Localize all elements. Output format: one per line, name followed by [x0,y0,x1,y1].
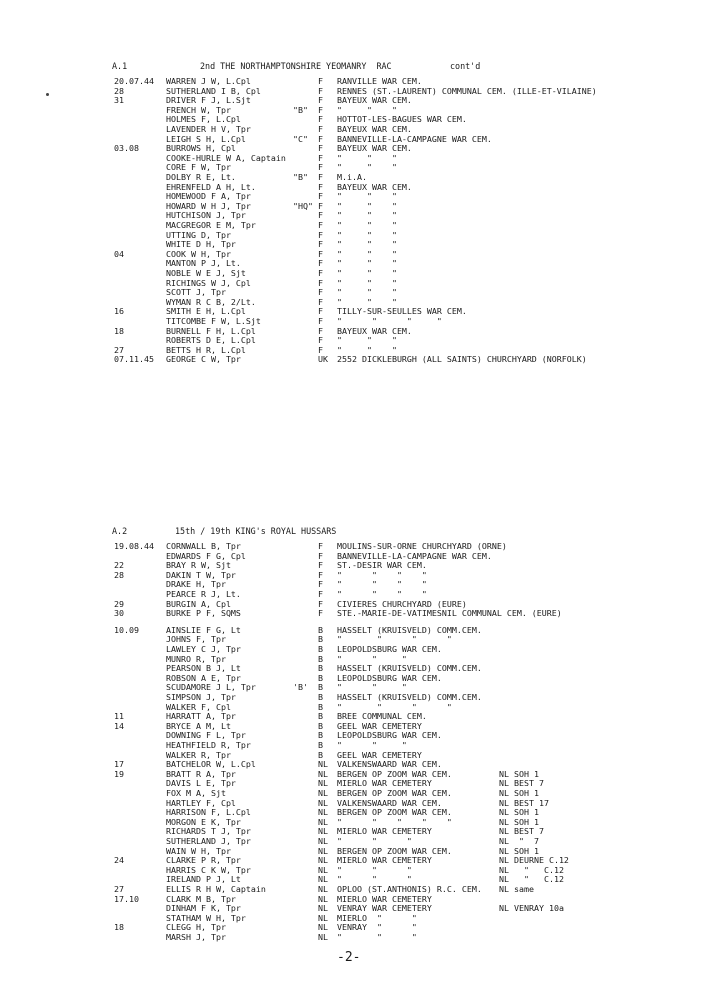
cell-nat: NL [318,912,328,923]
cell-nat: F [318,162,323,173]
cell-date: 19.08.44 [114,541,154,551]
cell-nat: NL [318,864,328,875]
cell-date: 27 [114,884,124,894]
cell-cem: BERGEN OP ZOOM WAR CEM. [337,845,452,856]
cell-date: 07.11.45 [114,354,154,365]
cell-date: 18 [114,325,124,336]
cell-nat: NL [318,778,328,789]
cell-cem: " " " [337,152,397,163]
cell-name: DINHAM F K, Tpr [166,903,241,914]
cell-date: 19 [114,768,124,779]
cell-cem: VENRAY WAR CEMETERY [337,903,432,914]
cell-nat: F [318,200,323,211]
cell-nat: NL [318,816,328,827]
cell-nat: B [318,653,323,664]
cell-cem: " " " " [337,579,427,590]
cell-cem: " " " " [337,569,427,580]
section-title: 15th / 19th KING's ROYAL HUSSARS [175,526,337,536]
cell-cem: " " " [337,220,397,230]
cell-date: 03.08 [114,143,139,154]
cell-cem: " " " [337,344,397,355]
cell-cem: CIVIERES CHURCHYARD (EURE) [337,598,467,609]
cell-nat: NL [318,826,328,837]
cell-name: HARTLEY F, Cpl [166,797,236,808]
cell-name: ELLIS R H W, Captain [166,884,266,894]
cell-name: BRYCE A M, Lt [166,720,231,731]
cell-nat: NL [318,759,328,770]
cell-date: 11 [114,711,124,722]
cell-name: HARRIS C K W, Tpr [166,864,251,875]
cell-nat: F [318,133,323,144]
cell-name: RICHINGS W J, Cpl [166,277,251,288]
cell-nat: F [318,560,323,571]
cell-cem: HASSELT (KRUISVELD) COMM.CEM. [337,692,482,702]
cell-nat: NL [318,845,328,856]
cell-nat: F [318,277,323,288]
cell-nat: NL [318,807,328,818]
cell-name: DOWNING F L, Tpr [166,730,246,741]
cell-ref: NL SOH 1 [499,816,539,827]
cell-cem: " " " [337,162,397,173]
cell-name: DRAKE H, Tpr [166,579,226,590]
cell-cem: RANVILLE WAR CEM. [337,76,422,86]
cell-cem: MIERLO WAR CEMETERY [337,778,432,789]
cell-nat: F [318,589,323,599]
cell-name: CORE F W, Tpr [166,162,231,173]
cell-ref: NL VENRAY 10a [499,903,564,914]
cell-nat: B [318,624,323,635]
cell-nat: F [318,76,323,86]
cell-name: CLEGG H, Tpr [166,922,226,933]
cell-sqn: 'B' [293,682,308,693]
cell-cem: " " " [337,191,397,202]
cell-ref: NL SOH 1 [499,845,539,856]
cell-name: BRATT R A, Tpr [166,768,236,779]
cell-nat: B [318,644,323,654]
cell-ref: NL SOH 1 [499,768,539,779]
cell-nat: F [318,85,323,96]
cell-name: BURNELL F H, L.Cpl [166,325,256,336]
section-title: 2nd THE NORTHAMPTONSHIRE YEOMANRY RAC [200,61,392,71]
cell-nat: NL [318,768,328,779]
cell-cem: LEOPOLDSBURG WAR CEM. [337,730,442,741]
cell-cem: " " " [337,836,412,846]
cell-cem: " " " [337,268,397,278]
cell-name: MANTON P J, Lt. [166,258,241,269]
cell-cem: " " " [337,653,407,664]
table-row [0,609,707,619]
page-number: -2- [337,950,361,965]
cell-ref: NL SOH 1 [499,807,539,818]
cell-cem: " " " [337,932,417,942]
cell-name: EDWARDS F G, Cpl [166,550,246,561]
cell-nat: B [318,634,323,645]
cell-cem: " " " [337,682,407,693]
cell-name: WAIN W H, Tpr [166,845,231,856]
cell-name: BURKE P F, SQMS [166,608,241,619]
cell-cem: " " " " [337,316,442,326]
cell-ref: NL SOH 1 [499,788,539,798]
cell-ref: NL " C.12 [499,874,564,885]
cell-nat: B [318,701,323,712]
cell-name: WALKER F, Cpl [166,701,231,712]
cell-name: HARRISON F, L.Cpl [166,807,251,818]
cell-name: LAWLEY C J, Tpr [166,644,241,654]
cell-cem: " " " [337,277,397,288]
cell-nat: F [318,344,323,355]
cell-name: BURROWS H, Cpl [166,143,236,154]
cell-name: WARREN J W, L.Cpl [166,76,251,86]
cell-nat: F [318,220,323,230]
cell-cem: STE.-MARIE-DE-VATIMESNIL COMMUNAL CEM. (EURE) [337,608,562,619]
cell-nat: F [318,608,323,619]
cell-cem: M.i.A. [337,172,367,182]
cell-cem: VENRAY " " [337,922,417,933]
cell-name: HARRATT A, Tpr [166,711,236,722]
cell-name: PEARCE R J, Lt. [166,589,241,599]
cell-name: MARSH J, Tpr [166,932,226,942]
cell-nat: NL [318,855,328,866]
cell-name: MACGREGOR E M, Tpr [166,220,256,230]
cell-nat: NL [318,788,328,798]
cell-nat: F [318,268,323,278]
cell-cem: GEEL WAR CEMETERY [337,749,422,760]
cell-name: WYMAN R C B, 2/Lt. [166,296,256,307]
cell-nat: F [318,95,323,106]
cell-name: ROBSON A E, Tpr [166,672,241,683]
cell-cem: " " " " [337,634,452,645]
cell-nat: B [318,749,323,760]
cell-cem: MOULINS-SUR-ORNE CHURCHYARD (ORNE) [337,541,507,551]
cell-name: JOHNS F, Tpr [166,634,226,645]
cell-ref: NL " 7 [499,836,539,846]
cell-cem: " " " [337,239,397,250]
cell-cem: BAYEUX WAR CEM. [337,95,412,106]
cell-cem: BAYEUX WAR CEM. [337,124,412,134]
cell-cem: BAYEUX WAR CEM. [337,181,412,192]
cell-nat: F [318,143,323,154]
cell-nat: F [318,181,323,192]
cell-cem: " " " [337,335,397,346]
cell-cem: " " " [337,104,397,115]
cell-cem: TILLY-SUR-SEULLES WAR CEM. [337,306,467,317]
cell-sqn: "HQ" [293,200,313,211]
cell-cem: MIERLO " " [337,912,417,923]
cell-nat: F [318,124,323,134]
cell-cem: ST.-DESIR WAR CEM. [337,560,427,571]
cell-nat: NL [318,932,328,942]
cell-nat: F [318,152,323,163]
cell-nat: F [318,104,323,115]
cell-name: GEORGE C W, Tpr [166,354,241,365]
section-ref: A.2 [112,526,128,536]
cell-cem: LEOPOLDSBURG WAR CEM. [337,644,442,654]
cell-cem: " " " [337,874,412,885]
cell-name: RICHARDS T J, Tpr [166,826,251,837]
section-ref: A.1 [112,61,128,71]
cell-nat: NL [318,903,328,914]
cell-nat: NL [318,874,328,885]
cell-name: DAVIS L E, Tpr [166,778,236,789]
cell-cem: " " " [337,296,397,307]
cell-ref: NL BEST 7 [499,778,544,789]
cell-nat: B [318,672,323,683]
cell-cem: BANNEVILLE-LA-CAMPAGNE WAR CEM. [337,550,492,561]
cell-cem: " " " [337,258,397,269]
cell-cem: " " " [337,248,397,259]
cell-ref: NL " C.12 [499,864,564,875]
cell-nat: F [318,325,323,336]
cell-date: 10.09 [114,624,139,635]
cell-date: 04 [114,248,124,259]
cell-nat: F [318,550,323,561]
cell-name: HOMEWOOD F A, Tpr [166,191,251,202]
cell-cem: " " " [337,864,412,875]
cell-cem: BREE COMMUNAL CEM. [337,711,427,722]
cell-nat: B [318,711,323,722]
cell-name: SCUDAMORE J L, Tpr [166,682,256,693]
cell-nat: B [318,730,323,741]
cell-date: 20.07.44 [114,76,154,86]
section-contd: cont'd [450,61,481,71]
cell-name: MORGON E K, Tpr [166,816,241,827]
cell-name: SMITH E H, L.Cpl [166,306,246,317]
cell-nat: F [318,191,323,202]
cell-name: DRIVER F J, L.Sjt [166,95,251,106]
cell-nat: F [318,335,323,346]
cell-name: SUTHERLAND J, Tpr [166,836,251,846]
cell-sqn: "B" [293,104,308,115]
cell-nat: UK [318,354,328,365]
cell-ref: NL same [499,884,534,894]
cell-ref: NL DEURNE C.12 [499,855,569,866]
cell-cem: BERGEN OP ZOOM WAR CEM. [337,807,452,818]
cell-cem: OPLOO (ST.ANTHONIS) R.C. CEM. [337,884,482,894]
cell-cem: LEOPOLDSBURG WAR CEM. [337,672,442,683]
table-row [0,933,707,943]
cell-cem: HASSELT (KRUISVELD) COMM.CEM. [337,663,482,674]
cell-name: COOK W H, Tpr [166,248,231,259]
cell-date: 28 [114,85,124,96]
cell-cem: " " " [337,210,397,221]
cell-date: 24 [114,855,124,866]
cell-name: AINSLIE F G, Lt [166,624,241,635]
cell-cem: " " " [337,229,397,240]
cell-cem: BERGEN OP ZOOM WAR CEM. [337,788,452,798]
cell-cem: " " " [337,287,397,298]
cell-ref: NL BEST 17 [499,797,549,808]
cell-nat: F [318,172,323,182]
cell-cem: MIERLO WAR CEMETERY [337,893,432,904]
cell-cem: HASSELT (KRUISVELD) COMM.CEM. [337,624,482,635]
cell-name: HUTCHISON J, Tpr [166,210,246,221]
cell-nat: NL [318,922,328,933]
cell-date: 17.10 [114,893,139,904]
cell-nat: F [318,229,323,240]
cell-name: COOKE-HURLE W A, Captain [166,152,286,163]
cell-date: 22 [114,560,124,571]
cell-name: HEATHFIELD R, Tpr [166,740,251,750]
cell-cem: MIERLO WAR CEMETERY [337,855,432,866]
cell-name: LEIGH S H, L.Cpl [166,133,246,144]
cell-date: 14 [114,720,124,731]
cell-name: CLARKE P R, Tpr [166,855,241,866]
cell-nat: F [318,210,323,221]
cell-cem: MIERLO WAR CEMETERY [337,826,432,837]
cell-name: UTTING D, Tpr [166,229,231,240]
cell-nat: F [318,287,323,298]
cell-cem: RENNES (ST.-LAURENT) COMMUNAL CEM. (ILLE-ET-VILAINE) [337,85,597,96]
cell-cem: " " " " " [337,816,452,827]
cell-cem: BAYEUX WAR CEM. [337,325,412,336]
cell-name: MUNRO R, Tpr [166,653,226,664]
cell-name: DAKIN T W, Tpr [166,569,236,580]
cell-cem: HOTTOT-LES-BAGUES WAR CEM. [337,114,467,125]
table-row [0,355,707,365]
cell-cem: BAYEUX WAR CEM. [337,143,412,154]
cell-sqn: "C" [293,133,308,144]
cell-nat: B [318,663,323,674]
cell-cem: BANNEVILLE-LA-CAMPAGNE WAR CEM. [337,133,492,144]
cell-name: LAVENDER H V, Tpr [166,124,251,134]
cell-name: EHRENFELD A H, Lt. [166,181,256,192]
cell-nat: B [318,720,323,731]
cell-cem: " " " [337,200,397,211]
cell-name: CORNWALL B, Tpr [166,541,241,551]
cell-cem: " " " " [337,701,452,712]
cell-nat: NL [318,884,328,894]
cell-date: 17 [114,759,124,770]
cell-name: FRENCH W, Tpr [166,104,231,115]
cell-name: DOLBY R E, Lt. [166,172,236,182]
cell-name: HOWARD W H J, Tpr [166,200,251,211]
cell-name: BURGIN A, Cpl [166,598,231,609]
cell-name: STATHAM W H, Tpr [166,912,246,923]
cell-nat: B [318,692,323,702]
cell-sqn: "B" [293,172,308,182]
cell-name: BETTS H R, L.Cpl [166,344,246,355]
cell-name: ROBERTS D E, L.Cpl [166,335,256,346]
cell-date: 16 [114,306,124,317]
cell-name: IRELAND P J, Lt [166,874,241,885]
cell-name: SCOTT J, Tpr [166,287,226,298]
cell-nat: F [318,306,323,317]
cell-nat: NL [318,836,328,846]
cell-date: 28 [114,569,124,580]
cell-ref: NL BEST 7 [499,826,544,837]
cell-name: BATCHELOR W, L.Cpl [166,759,256,770]
cell-name: BRAY R W, Sjt [166,560,231,571]
cell-name: HOLMES F, L.Cpl [166,114,241,125]
cell-cem: " " " [337,740,407,750]
cell-nat: F [318,579,323,590]
cell-nat: NL [318,797,328,808]
cell-name: CLARK M B, Tpr [166,893,236,904]
cell-name: PEARSON B J, Lt [166,663,241,674]
cell-nat: F [318,316,323,326]
cell-name: NOBLE W E J, Sjt [166,268,246,278]
cell-cem: VALKENSWAARD WAR CEM. [337,759,442,770]
cell-nat: NL [318,893,328,904]
cell-nat: B [318,740,323,750]
cell-date: 30 [114,608,124,619]
cell-cem: BERGEN OP ZOOM WAR CEM. [337,768,452,779]
cell-date: 31 [114,95,124,106]
cell-nat: F [318,296,323,307]
cell-nat: F [318,569,323,580]
cell-nat: B [318,682,323,693]
cell-date: 29 [114,598,124,609]
cell-name: TITCOMBE F W, L.Sjt [166,316,261,326]
cell-nat: F [318,541,323,551]
cell-cem: 2552 DICKLEBURGH (ALL SAINTS) CHURCHYARD (NORFOLK) [337,354,587,365]
cell-name: WALKER R, Tpr [166,749,231,760]
cell-date: 27 [114,344,124,355]
cell-name: WHITE D H, Tpr [166,239,236,250]
cell-name: SUTHERLAND I B, Cpl [166,85,261,96]
cell-nat: F [318,258,323,269]
cell-nat: F [318,114,323,125]
cell-nat: F [318,248,323,259]
cell-cem: GEEL WAR CEMETERY [337,720,422,731]
cell-nat: F [318,239,323,250]
cell-nat: F [318,598,323,609]
cell-date: 18 [114,922,124,933]
cell-cem: VALKENSWAARD WAR CEM. [337,797,442,808]
cell-name: FOX M A, Sjt [166,788,226,798]
cell-name: SIMPSON J, Tpr [166,692,236,702]
cell-cem: " " " " [337,589,427,599]
